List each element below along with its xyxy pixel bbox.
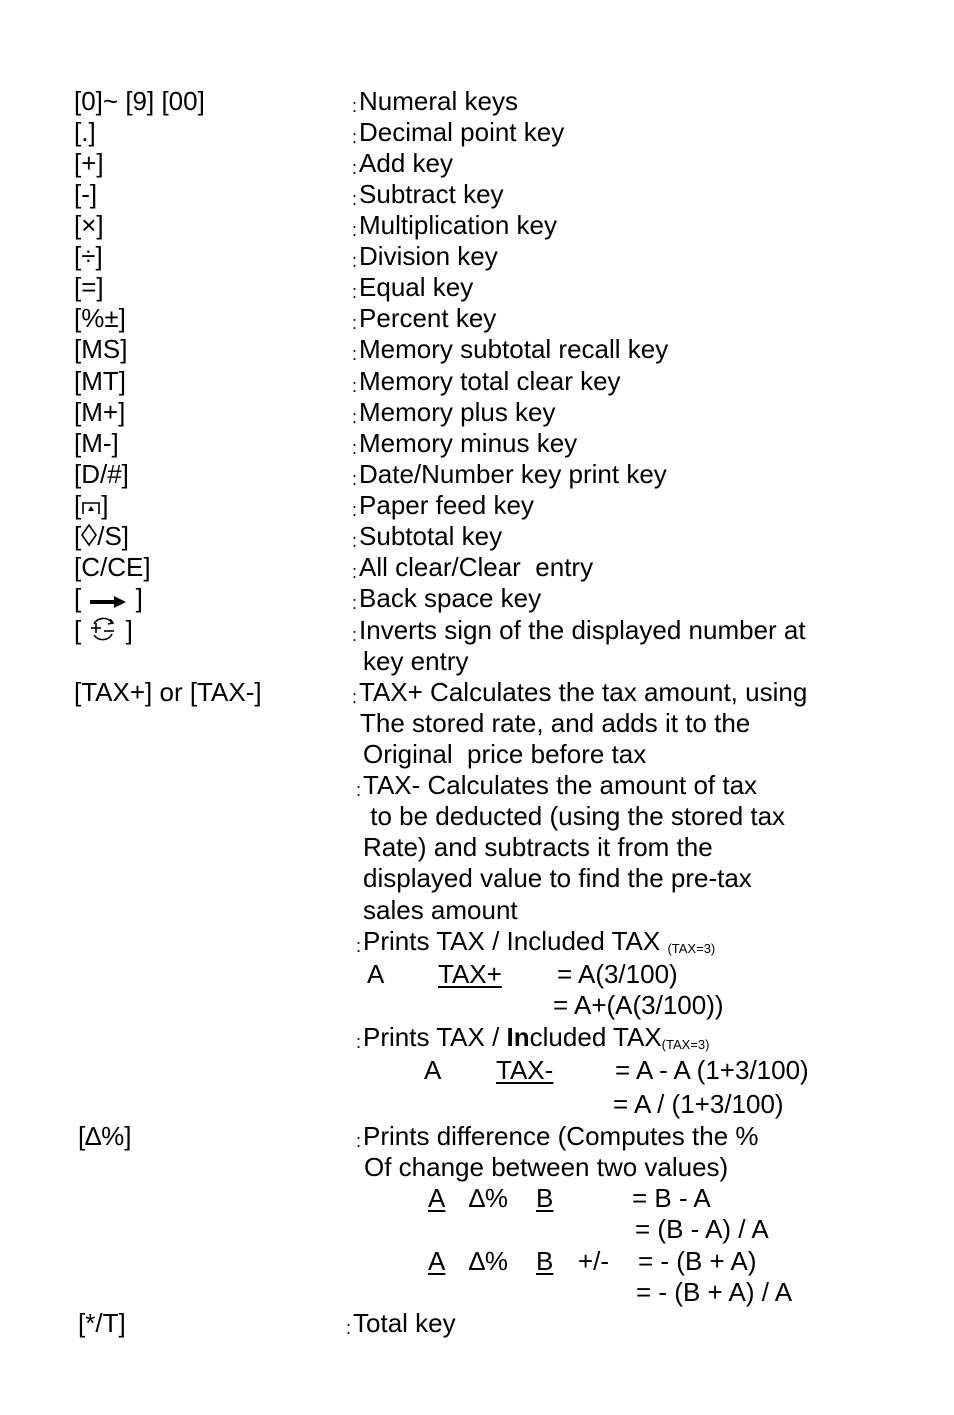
key-description: :Memory plus key xyxy=(352,397,556,427)
key-label-paper-feed: [ ] xyxy=(74,490,108,522)
tax-plus-line: Original price before tax xyxy=(363,739,647,769)
delta-example-sign: +/- xyxy=(578,1246,610,1276)
delta-example-op: ∆% xyxy=(469,1183,509,1213)
tax-example-result: = A+(A(3/100)) xyxy=(553,990,724,1020)
tax-example-a: A xyxy=(367,959,385,989)
tax-plus-line: :TAX+ Calculates the tax amount, using xyxy=(352,677,808,707)
key-label: [D/#] xyxy=(74,459,129,489)
key-label-delta: [∆%] xyxy=(78,1121,132,1151)
delta-example-result: = - (B + A) / A xyxy=(636,1277,793,1307)
key-description: :Memory subtotal recall key xyxy=(352,334,669,364)
key-description: :All clear/Clear entry xyxy=(352,552,594,582)
tax-print-line: :Prints TAX / Included $TAX_{(TAX=3)}$ xyxy=(356,1022,710,1052)
key-label: [MS] xyxy=(74,334,128,364)
key-label: [%±] xyxy=(74,303,126,333)
key-label: [0]~ [9] [00] xyxy=(74,86,205,116)
key-label: [MT] xyxy=(74,366,126,396)
key-description: :Memory minus key xyxy=(352,428,578,458)
delta-example-result: = B - A xyxy=(632,1183,711,1213)
key-description: :Percent key xyxy=(352,303,497,333)
tax-example-op: TAX+ xyxy=(438,959,502,989)
key-description: :Paper feed key xyxy=(352,490,534,520)
tax-print-line: :Prints TAX / Included TAX $_{(TAX=3)}$ xyxy=(356,926,716,956)
delta-desc-line: :Prints difference (Computes the % xyxy=(356,1121,759,1151)
tax-example-a: A xyxy=(424,1055,442,1085)
tax-minus-line: Rate) and subtracts it from the xyxy=(363,832,713,862)
delta-example-b: B xyxy=(536,1246,554,1276)
key-label: [+] xyxy=(74,148,104,178)
key-label: [×] xyxy=(74,210,104,240)
key-description: :Numeral keys xyxy=(352,86,518,116)
key-label-tax: [TAX+] or [TAX-] xyxy=(74,677,262,707)
delta-example-op: ∆% xyxy=(469,1246,509,1276)
tax-minus-line: :TAX- Calculates the amount of tax xyxy=(356,770,758,800)
key-label-sign-change: [ ] xyxy=(74,615,133,648)
tax-minus-line: to be deducted (using the stored tax xyxy=(363,801,786,831)
tax-minus-line: displayed value to find the pre-tax xyxy=(363,863,752,893)
key-description: :Total key xyxy=(346,1308,456,1338)
key-label: [M+] xyxy=(74,397,126,427)
key-description: :Inverts sign of the displayed number at xyxy=(352,615,806,645)
key-label-total: [*/T] xyxy=(78,1308,126,1338)
diamond-icon xyxy=(81,523,97,553)
key-label: [C/CE] xyxy=(74,552,151,582)
key-description: :Decimal point key xyxy=(352,117,565,147)
key-label: [-] xyxy=(74,179,98,209)
key-label-subtotal: [ /S] xyxy=(74,521,129,553)
key-description: :Back space key xyxy=(352,583,542,613)
key-description: :Multiplication key xyxy=(352,210,557,240)
key-description: :Add key xyxy=(352,148,453,178)
tax-example-result: = A - A (1+3/100) xyxy=(615,1055,809,1085)
tax-example-result: = A(3/100) xyxy=(557,959,678,989)
delta-desc-line: Of change between two values) xyxy=(364,1152,729,1182)
backspace-arrow-icon xyxy=(88,585,128,615)
key-label: [=] xyxy=(74,272,104,302)
tax-example-op: TAX- xyxy=(496,1055,554,1085)
sign-change-icon xyxy=(88,616,118,648)
key-label: [.] xyxy=(74,117,96,147)
key-label-backspace: [ ] xyxy=(74,583,143,615)
delta-example-a: A xyxy=(428,1246,446,1276)
key-description: :Subtotal key xyxy=(352,521,503,551)
delta-example-result: = (B - A) / A xyxy=(635,1214,769,1244)
key-description: :Subtract key xyxy=(352,179,504,209)
delta-example-a: A xyxy=(428,1183,446,1213)
tax-plus-line: The stored rate, and adds it to the xyxy=(360,708,751,738)
tax-minus-line: sales amount xyxy=(363,895,518,925)
key-description: :Date/Number key print key xyxy=(352,459,667,489)
key-description: :Division key xyxy=(352,241,498,271)
paper-feed-icon xyxy=(81,492,101,522)
key-description-continued: key entry xyxy=(363,646,469,676)
delta-example-b: B xyxy=(536,1183,554,1213)
tax-example-result: = A / (1+3/100) xyxy=(613,1089,784,1119)
key-description: :Memory total clear key xyxy=(352,366,621,396)
key-label: [÷] xyxy=(74,241,103,271)
delta-example-result: = - (B + A) xyxy=(638,1246,757,1276)
key-description: :Equal key xyxy=(352,272,474,302)
key-label: [M-] xyxy=(74,428,119,458)
